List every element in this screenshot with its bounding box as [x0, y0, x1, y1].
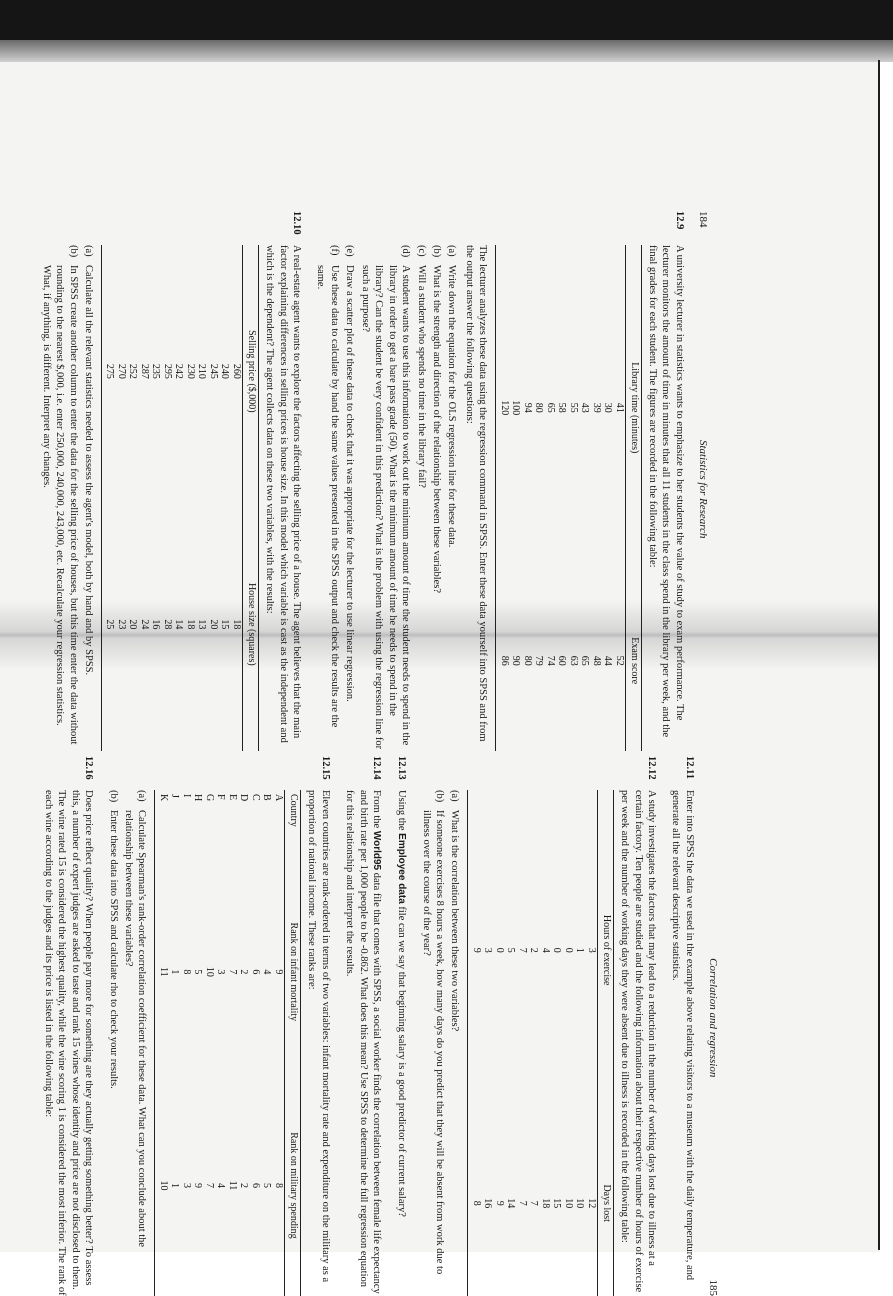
table-row	[101, 245, 115, 751]
column-header: Exam score	[625, 571, 641, 751]
table-cell: 3	[585, 947, 597, 953]
exercise-text: Using the Employee data file can we say that beginning salary is a good predictor of current salary?	[396, 790, 408, 1217]
question-label: (f)	[328, 245, 340, 256]
table-cell: 7	[203, 1182, 215, 1188]
table-row	[544, 245, 556, 751]
table-cell: 0	[562, 947, 574, 953]
table-cell: 6	[249, 1182, 261, 1188]
table-cell: 10	[562, 1198, 574, 1209]
table-cell: 1	[169, 969, 181, 975]
exercise-12-10	[35, 211, 303, 751]
table-row	[196, 245, 208, 751]
exercise-12-9	[310, 211, 686, 751]
table-cell: 8	[468, 1110, 482, 1296]
question-item	[448, 790, 461, 1296]
table-cell: 11	[226, 1180, 238, 1191]
running-head-title: Statistics for Research	[697, 439, 709, 539]
table-row	[138, 245, 150, 751]
exercise-number: 12.11	[683, 756, 695, 780]
table-cell: 7	[528, 1200, 540, 1206]
table-cell: F	[215, 794, 227, 800]
question-item	[82, 245, 95, 751]
exercise-text: The lecturer analyzes these data using the regression command in SPSS. Enter these data yourself into SPSS and from the output answer the following questions:	[463, 245, 489, 742]
table-cell: 1	[574, 947, 586, 953]
table-cell: 5	[261, 1182, 273, 1188]
table-cell: 43	[579, 402, 591, 413]
page-number: 184	[697, 211, 709, 228]
question-label: (b)	[434, 790, 445, 803]
question-item	[343, 245, 356, 751]
table-row	[150, 245, 162, 751]
table-cell: 14	[173, 619, 185, 630]
table-cell: 2	[528, 947, 540, 953]
country-rank-table	[154, 790, 300, 1296]
question-label: (b)	[67, 245, 79, 258]
table-cell: 8	[180, 969, 192, 975]
exercise-intro: A real-estate agent wants to explore the factors affecting the selling price of a house. The agent believes that the main factor explaining differences in selling prices is house size. In this model which variable is cast as the independent and which is the dependent? The agent collects data on these two variables, with the results:	[264, 245, 303, 743]
table-cell: 240	[219, 363, 231, 379]
table-cell: 275	[101, 245, 115, 498]
question-label: (a)	[446, 245, 458, 257]
table-cell: 0	[551, 947, 563, 953]
exercise-days-table	[467, 790, 613, 1296]
table-cell: 235	[150, 363, 162, 379]
question-text: If someone exercises 8 hours a week, how many days do you predict that they will be absent from work due to illness over the course of the year?	[420, 810, 445, 1275]
exercise-12-16	[37, 756, 95, 1296]
table-cell: 7	[226, 969, 238, 975]
table-row	[505, 790, 517, 1296]
exercise-number: 12.9	[673, 211, 685, 230]
column-header: Days lost	[597, 1110, 613, 1296]
column-header: Rank on infant mortality	[284, 869, 300, 1075]
question-label: (b)	[107, 790, 119, 803]
exercise-intro: Eleven countries are rank-ordered in terms of two variables: infant mortality rate and expenditure on the military as a proportion of national income. These ranks are:	[306, 790, 331, 1283]
question-list	[106, 790, 148, 1296]
house-price-table	[101, 245, 259, 751]
question-text: Draw a scatter plot of these data to check that it was appropriate for the lecturer to use linear regression.	[344, 265, 356, 702]
table-cell: 6	[249, 969, 261, 975]
exercise-number: 12.14	[371, 756, 383, 780]
exercise-text: Does price reflect quality? When people pay more for something are they actually getting something better? To assess this, a number of expert judges are asked to taste and rank 15 wines whose identity and price are not disclosed to them. The wine rated 15 is considered the highest quality, while the wine scoring 1 is considered the most inferior. The rank of each wine according to the judges and its price is listed in the following table:	[42, 790, 95, 1296]
question-label: (a)	[82, 245, 94, 257]
table-cell: 5	[505, 947, 517, 953]
table-cell: 2	[238, 969, 250, 975]
table-cell: 3	[215, 969, 227, 975]
table-row	[556, 245, 568, 751]
question-text: In SPSS create another column to enter the data for the selling price of houses, but this time enter the data without rounding to the nearest $,000, i.e. enter 250,000, 240,000, 243,000, etc. Recalculate your regression statistics. What, if anything, is different. Interpret any changes.	[40, 265, 79, 745]
table-cell: 39	[590, 402, 602, 413]
table-cell: 9	[468, 790, 482, 1110]
table-cell: 60	[556, 655, 568, 666]
table-row	[173, 245, 185, 751]
table-cell: 28	[161, 619, 173, 630]
table-cell: 65	[544, 402, 556, 413]
table-cell: 12	[585, 1198, 597, 1209]
exercise-number: 12.10	[291, 211, 303, 235]
table-cell: 270	[115, 363, 127, 379]
question-item	[39, 245, 79, 751]
table-cell: 86	[496, 571, 510, 751]
table-cell: 79	[533, 655, 545, 666]
question-item	[106, 790, 119, 1296]
table-row	[613, 245, 625, 751]
table-cell: 20	[127, 619, 139, 630]
table-cell: 65	[579, 655, 591, 666]
question-label: (b)	[431, 245, 442, 258]
table-row	[203, 790, 215, 1296]
table-cell: 210	[196, 363, 208, 379]
exercise-12-11	[665, 756, 696, 1296]
table-row	[468, 790, 482, 1296]
table-row	[482, 790, 494, 1296]
question-text: What is the strength and direction of the relationship between these variables?	[431, 265, 442, 594]
page-185	[0, 756, 720, 1296]
table-cell: 18	[184, 619, 196, 630]
page-edge-line	[878, 60, 880, 1250]
table-cell: J	[169, 794, 181, 798]
table-cell: B	[261, 794, 273, 801]
exercise-intro: A study investigates the factors that may lead to a reduction in the number of working days lost due to illness at a certain factory. Ten people are studied and the following information about their respective number of hours of exercise per week and the number of working days they were absent due to illness is recorded in the following table:	[619, 790, 658, 1293]
table-row	[528, 790, 540, 1296]
table-cell: 80	[521, 655, 533, 666]
question-text: Calculate Spearman's rank-order correlation coefficient for these data. What can you conclude about the relationship between these variables?	[123, 810, 148, 1248]
table-cell: 9	[272, 969, 284, 975]
table-cell: 74	[544, 655, 556, 666]
question-label: (a)	[449, 790, 461, 802]
table-cell: H	[192, 794, 204, 802]
table-cell: 94	[521, 402, 533, 413]
table-row	[551, 790, 563, 1296]
table-row	[521, 245, 533, 751]
column-header: Library time (minutes)	[625, 245, 641, 571]
table-cell: 3	[482, 947, 494, 953]
table-cell: 4	[261, 969, 273, 975]
table-cell: G	[203, 794, 215, 802]
table-cell: 245	[207, 363, 219, 379]
table-cell: 10	[574, 1198, 586, 1209]
question-label: (a)	[136, 790, 148, 802]
question-item	[358, 245, 412, 751]
table-row	[602, 245, 614, 751]
table-cell: 4	[539, 947, 551, 953]
table-row	[115, 245, 127, 751]
running-head	[696, 211, 710, 751]
table-row	[184, 245, 196, 751]
column-header: Country	[284, 790, 300, 869]
table-cell: 13	[196, 619, 208, 630]
question-label: (c)	[415, 245, 427, 257]
table-cell: 63	[567, 655, 579, 666]
table-cell: D	[238, 794, 250, 802]
table-cell: 80	[533, 402, 545, 413]
question-item	[445, 245, 458, 751]
table-cell: C	[249, 794, 261, 801]
page-184	[0, 211, 710, 751]
table-cell: 90	[510, 655, 522, 666]
table-cell: I	[180, 794, 192, 798]
question-list	[419, 790, 461, 1296]
table-cell: 18	[539, 1198, 551, 1209]
table-cell: 252	[127, 363, 139, 379]
question-item	[414, 245, 427, 751]
table-cell: 120	[496, 245, 510, 571]
question-list	[314, 245, 458, 751]
library-exam-table	[495, 245, 641, 751]
table-row	[590, 245, 602, 751]
table-row	[249, 790, 261, 1296]
table-cell: 52	[613, 655, 625, 666]
question-text: Will a student who spends no time in the library fail?	[415, 265, 427, 488]
table-row	[207, 245, 219, 751]
scanner-top-edge	[0, 0, 893, 40]
question-label: (d)	[400, 245, 412, 258]
exercise-12-12	[415, 756, 658, 1296]
table-cell: 9	[192, 1182, 204, 1188]
table-cell: 16	[482, 1198, 494, 1209]
exercise-number: 12.13	[396, 756, 408, 780]
exercise-number: 12.16	[83, 756, 95, 780]
table-cell: 4	[215, 1182, 227, 1188]
table-row	[219, 245, 231, 751]
table-cell: K	[155, 790, 169, 869]
table-row	[579, 245, 591, 751]
table-row	[226, 790, 238, 1296]
question-text: What is the correlation between these two variables?	[449, 810, 461, 1032]
table-cell: 7	[516, 947, 528, 953]
table-cell: 287	[138, 363, 150, 379]
column-header: Rank on military spending	[284, 1075, 300, 1296]
running-head-title: Correlation and regression	[707, 958, 719, 1078]
question-text: Calculate all the relevant statistics needed to assess the agent's model, both by hand and by SPSS.	[82, 265, 94, 676]
table-cell: 44	[602, 655, 614, 666]
dataset-name: Employee data	[396, 833, 408, 904]
table-row	[192, 790, 204, 1296]
table-row	[562, 790, 574, 1296]
exercise-number: 12.15	[319, 756, 331, 780]
exercise-12-13	[390, 756, 408, 1296]
table-row	[238, 790, 250, 1296]
table-row	[496, 245, 510, 751]
question-text: A student wants to use this information to work out the minimum amount of time the student needs to spend in the library in order to get a bare pass grade (50). What is the minimum amount of time he needs to spend in the library? Can the student be very confident in this prediction? What is the problem with using the regression line for such a purpose?	[359, 265, 412, 750]
table-cell: 11	[155, 869, 169, 1075]
table-cell: 1	[169, 1182, 181, 1188]
table-cell: 16	[150, 619, 162, 630]
exercise-12-14	[339, 756, 384, 1296]
table-cell: 7	[516, 1200, 528, 1206]
table-cell: 15	[219, 619, 231, 630]
table-cell: 0	[493, 947, 505, 953]
question-label: (e)	[344, 245, 356, 257]
table-cell: 242	[173, 363, 185, 379]
table-row	[155, 790, 169, 1296]
table-row	[539, 790, 551, 1296]
table-cell: 2	[238, 1182, 250, 1188]
table-cell: 18	[230, 619, 242, 630]
question-item	[430, 245, 443, 751]
table-row	[161, 245, 173, 751]
table-cell: 10	[203, 966, 215, 977]
table-cell: 100	[510, 400, 522, 416]
table-cell: 5	[192, 969, 204, 975]
table-cell: 260	[230, 363, 242, 379]
table-cell: 41	[613, 402, 625, 413]
column-header: House size (squares)	[242, 498, 258, 751]
table-row	[585, 790, 597, 1296]
exercise-number: 12.12	[646, 756, 658, 780]
table-cell: 3	[180, 1182, 192, 1188]
table-cell: 58	[556, 402, 568, 413]
table-cell: 230	[184, 363, 196, 379]
question-item	[122, 790, 149, 1296]
table-cell: 15	[551, 1198, 563, 1209]
exercise-text: Enter into SPSS the data we used in the example above relating visitors to a museum with the daily temperature, and generate all the relevant descriptive statistics.	[670, 790, 695, 1281]
table-row	[510, 245, 522, 751]
column-header: Hours of exercise	[597, 790, 613, 1110]
exercise-12-15	[102, 756, 331, 1296]
table-cell: 10	[155, 1075, 169, 1296]
table-cell: 23	[115, 619, 127, 630]
table-row	[574, 790, 586, 1296]
table-cell: 30	[602, 402, 614, 413]
page-number: 185	[707, 1279, 719, 1296]
scanner-shadow	[0, 40, 893, 62]
table-cell: 24	[138, 619, 150, 630]
table-cell: 295	[161, 363, 173, 379]
table-row	[180, 790, 192, 1296]
question-item	[419, 790, 446, 1296]
table-row	[230, 245, 242, 751]
table-row	[533, 245, 545, 751]
question-list	[39, 245, 95, 751]
table-row	[493, 790, 505, 1296]
table-cell: 14	[505, 1198, 517, 1209]
exercise-text: From the World95 data file that comes with SPSS, a social worker finds the correlation between female life expectancy and birth rate per 1,000 people to be -0.862. What does this mean? Use SPSS to determine the full regression equation for this relationship and interpret the results.	[344, 790, 383, 1294]
question-item	[314, 245, 341, 751]
table-row	[261, 790, 273, 1296]
question-text: Use these data to calculate by hand the same values presented in the SPSS output and check the results are the same.	[315, 265, 340, 728]
question-text: Write down the equation for the OLS regression line for these data.	[446, 265, 458, 548]
table-cell: 55	[567, 402, 579, 413]
table-cell: 20	[207, 619, 219, 630]
table-cell: 25	[101, 498, 115, 751]
table-row	[127, 245, 139, 751]
question-text: Enter these data into SPSS and calculate rho to check your results.	[107, 810, 119, 1089]
table-row	[272, 790, 284, 1296]
table-row	[516, 790, 528, 1296]
running-head	[706, 756, 720, 1296]
dataset-name: World95	[371, 830, 383, 871]
table-cell: E	[226, 794, 238, 801]
table-row	[169, 790, 181, 1296]
column-header: Selling price ($,000)	[242, 245, 258, 498]
table-cell: 9	[493, 1200, 505, 1206]
exercise-intro: A university lecturer in statistics wants to emphasize to her students the value of study to exam performance. The lecturer monitors the amount of time in minutes that all 11 students in the class spend in the library per week, and the final grades for each student. The figures are recorded in the following table:	[647, 245, 685, 738]
table-row	[567, 245, 579, 751]
table-cell: 8	[272, 1182, 284, 1188]
table-row	[215, 790, 227, 1296]
table-cell: 48	[590, 655, 602, 666]
table-cell: A	[272, 794, 284, 802]
